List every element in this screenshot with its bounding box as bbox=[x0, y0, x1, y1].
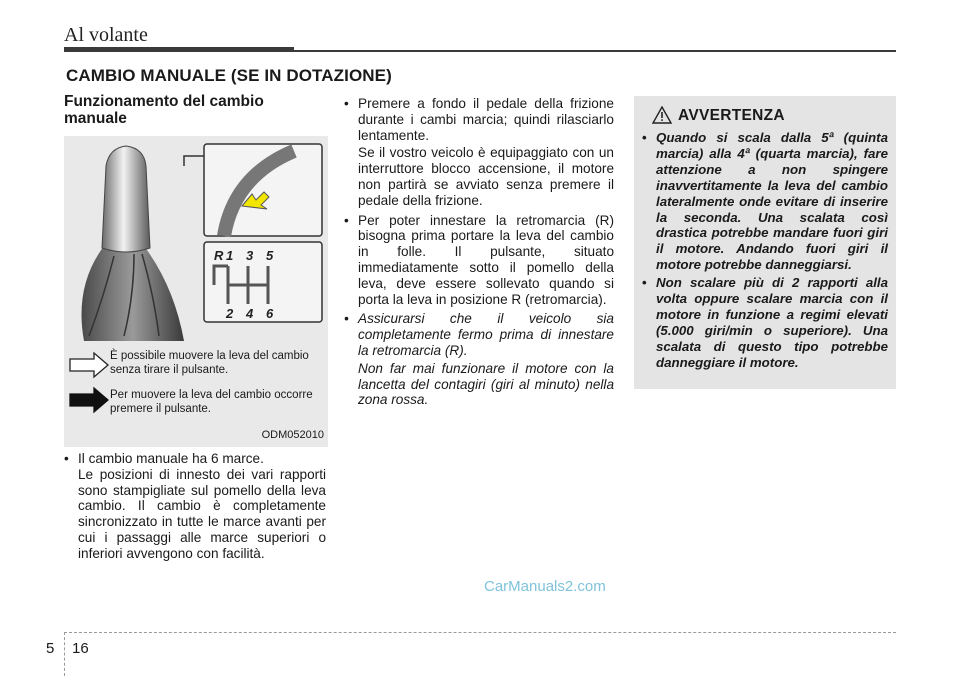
warning-item: • Quando si scala dalla 5ª (quinta marcia) alla 4ª (quarta marcia), fare attenzione a non spingere inavvertitamente la leva del cambio lateralmente onde evitare di inserire la seconda. Una scalata così drastica potrebbe mandare fuori giri il motore. Andando fuori giri il motore potrebbe danneggiarsi. bbox=[642, 130, 888, 273]
caption-filled-arrow: Per muovere la leva del cambio occorre premere il pulsante. bbox=[110, 389, 313, 415]
filled-arrow-icon bbox=[70, 388, 108, 412]
list-item: • Assicurarsi che il veicolo sia completamente fermo prima di innestare la retromarcia (R). bbox=[344, 311, 614, 358]
warning-title: AVVERTENZA bbox=[678, 107, 785, 124]
page-number: 16 bbox=[72, 640, 89, 657]
list-item: • Premere a fondo il pedale della frizione durante i cambi marcia; quindi rilasciarlo lentamente. bbox=[344, 96, 614, 143]
warning-list bbox=[642, 130, 888, 373]
gear-label-R: R bbox=[214, 248, 224, 263]
middle-column-text bbox=[344, 96, 614, 408]
list-item: • Per poter innestare la retromarcia (R) bisogna prima portare la leva del cambio in folle. Il pulsante, situato immediatamente sotto il pomello della leva, deve essere sollevato quando si porta la leva in posizione R (retromarcia). bbox=[344, 213, 614, 308]
gear-shift-figure bbox=[64, 136, 328, 447]
footer-divider bbox=[64, 632, 65, 676]
gear-label-2: 2 bbox=[226, 306, 234, 321]
section-number: 5 bbox=[46, 640, 55, 657]
outline-arrow-icon bbox=[70, 353, 108, 377]
gear-boot bbox=[82, 246, 185, 341]
gear-label-6: 6 bbox=[266, 306, 274, 321]
warning-triangle-icon bbox=[652, 106, 672, 124]
paragraph: Non far mai funzionare il motore con la lancetta del contagiri (giri al minuto) nella zona rossa. bbox=[358, 360, 614, 408]
subheading: Funzionamento del cambio manuale bbox=[64, 93, 264, 127]
warning-item: • Non scalare più di 2 rapporti alla volta oppure scalare marcia con il motore in funzione a regimi elevati (5.000 giri/min o superiore). Una scalata di questo tipo potrebbe danneggiare il motore. bbox=[642, 275, 888, 370]
gear-label-1: 1 bbox=[226, 248, 234, 263]
figure-code: ODM052010 bbox=[261, 429, 324, 441]
header-rule-thin bbox=[294, 50, 896, 52]
warning-box bbox=[634, 96, 896, 389]
header-title: Al volante bbox=[64, 24, 148, 46]
gear-knob bbox=[102, 146, 150, 252]
footer-rule bbox=[64, 632, 896, 633]
paragraph: Se il vostro veicolo è equipaggiato con un interruttore blocco accensione, il motore non partirà se avviato senza premere il pedale della frizione. bbox=[358, 145, 614, 208]
watermark: CarManuals2.com bbox=[484, 578, 606, 595]
header-rule-thick bbox=[64, 47, 294, 52]
section-title: CAMBIO MANUALE (SE IN DOTAZIONE) bbox=[66, 66, 392, 85]
caption-outline-arrow: È possibile muovere la leva del cambio senza tirare il pulsante. bbox=[110, 350, 309, 376]
gear-label-4: 4 bbox=[246, 306, 254, 321]
left-column-text bbox=[64, 451, 326, 562]
paragraph: Le posizioni di innesto dei vari rapporti sono stampigliate sul pomello della leva cambio. Il cambio è completamente sincronizzato in tutte le marce avanti per cui i passaggi alle marce superiori o inferiori avvengono con facilità. bbox=[78, 466, 326, 561]
gear-label-3: 3 bbox=[246, 248, 254, 263]
gear-label-5: 5 bbox=[266, 248, 274, 263]
list-item: • Il cambio manuale ha 6 marce. bbox=[64, 451, 326, 467]
